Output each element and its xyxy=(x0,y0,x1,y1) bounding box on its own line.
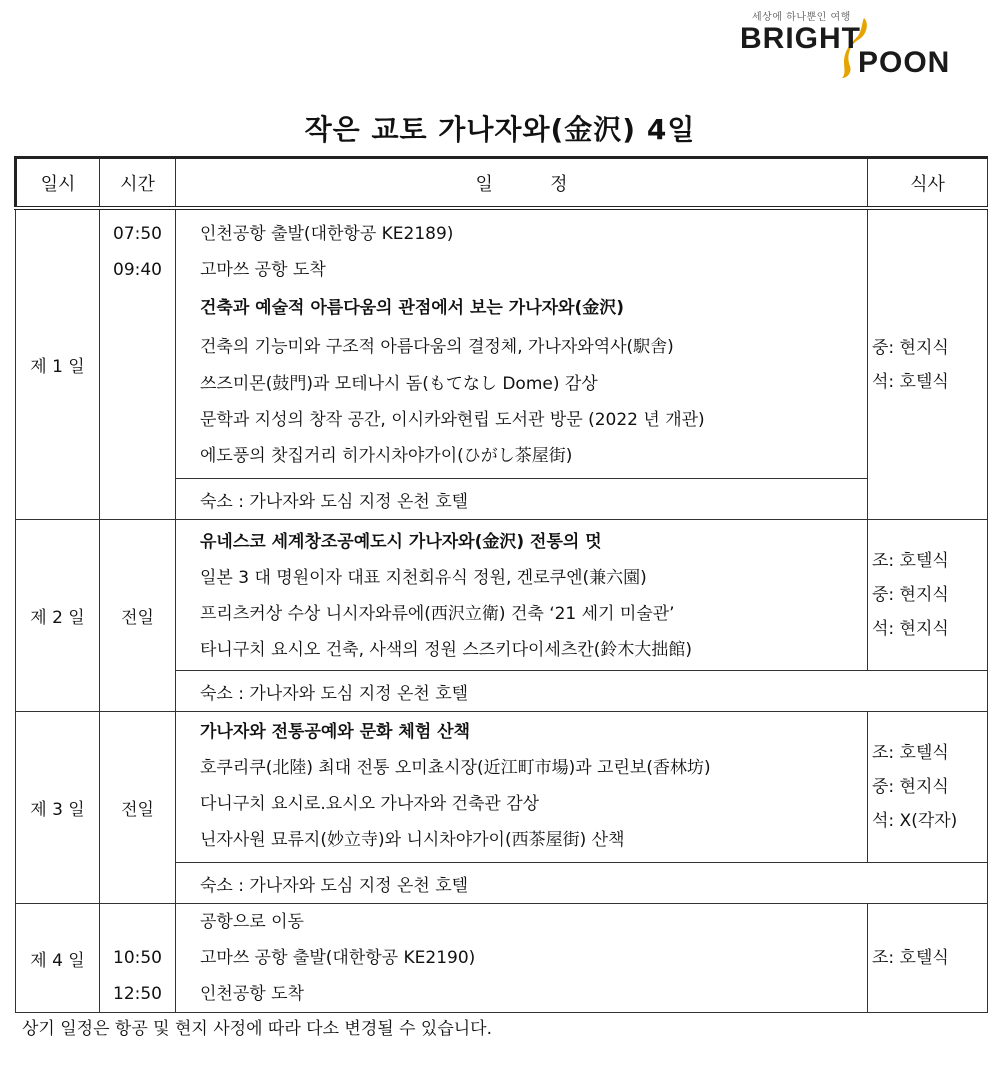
day3-label: 제 3 일 xyxy=(16,712,100,904)
day1-meals xyxy=(868,208,988,520)
day4-times xyxy=(100,904,176,1013)
day4-line-1: 공항으로 이동 xyxy=(200,912,304,932)
day2-theme: 유네스코 세계창조공예도시 가나자와(金沢) 전통의 멋 xyxy=(200,532,602,552)
day3-meal-3: 석: X(각자) xyxy=(872,811,958,831)
day2-meal-2: 중: 현지식 xyxy=(872,585,949,605)
day2-stay: 숙소 : 가나자와 도심 지정 온천 호텔 xyxy=(176,671,988,712)
header-meals: 식사 xyxy=(868,158,988,209)
day3-row xyxy=(16,712,988,863)
day1-meal-1: 중: 현지식 xyxy=(872,337,949,358)
page-title: 작은 교토 가나자와(金沢) 4일 xyxy=(304,113,696,146)
day2-time: 전일 xyxy=(100,520,176,712)
day4-line-3: 인천공항 도착 xyxy=(200,984,304,1004)
day2-meals xyxy=(868,520,988,671)
header-schedule: 일 정 xyxy=(176,158,868,209)
day2-meal-1: 조: 호텔식 xyxy=(872,551,949,571)
day3-stay: 숙소 : 가나자와 도심 지정 온천 호텔 xyxy=(176,863,988,904)
day1-theme: 건축과 예술적 아름다움의 관점에서 보는 가나자와(金沢) xyxy=(200,298,624,318)
footnote: 상기 일정은 항공 및 현지 사정에 따라 다소 변경될 수 있습니다. xyxy=(22,1019,492,1039)
day3-time: 전일 xyxy=(100,712,176,904)
day3-line-4: 닌자사원 묘류지(妙立寺)와 니시차야가이(西茶屋街) 산책 xyxy=(200,830,625,850)
day4-label: 제 4 일 xyxy=(16,904,100,1013)
day1-line-6: 문학과 지성의 창작 공간, 이시카와현립 도서관 방문 (2022 년 개관) xyxy=(200,410,705,430)
header-time: 시간 xyxy=(100,158,176,209)
day3-meal-2: 중: 현지식 xyxy=(872,777,949,797)
day1-line-5: 쓰즈미몬(鼓門)과 모테나시 돔(もてなし Dome) 감상 xyxy=(200,374,598,394)
day2-schedule xyxy=(176,520,868,671)
day1-line-1: 인천공항 출발(대한항공 KE2189) xyxy=(200,224,454,244)
day1-times xyxy=(100,208,176,520)
day1-label: 제 1 일 xyxy=(16,208,100,520)
day1-schedule xyxy=(176,208,868,479)
day2-line-2: 일본 3 대 명원이자 대표 지천회유식 정원, 겐로쿠엔(兼六園) xyxy=(200,568,647,588)
day2-row xyxy=(16,520,988,671)
day1-time-2: 09:40 xyxy=(113,260,162,280)
day3-line-3: 다니구치 요시로.요시오 가나자와 건축관 감상 xyxy=(200,794,540,814)
day3-theme: 가나자와 전통공예와 문화 체험 산책 xyxy=(200,722,471,742)
day3-schedule xyxy=(176,712,868,863)
day4-time-2: 12:50 xyxy=(113,984,162,1004)
day2-line-4: 타니구치 요시오 건축, 사색의 정원 스즈키다이세츠칸(鈴木大拙館) xyxy=(200,640,692,660)
day4-schedule xyxy=(176,904,868,1013)
day4-time-1: 10:50 xyxy=(113,948,162,968)
day4-meal-1: 조: 호텔식 xyxy=(872,948,949,968)
logo-word-poon: POON xyxy=(858,46,951,79)
day4-meals xyxy=(868,904,988,1013)
day3-meals xyxy=(868,712,988,863)
day3-line-2: 호쿠리쿠(北陸) 최대 전통 오미쵸시장(近江町市場)과 고린보(香林坊) xyxy=(200,758,711,778)
itinerary-table xyxy=(14,156,988,1013)
day1-meal-2: 석: 호텔식 xyxy=(872,371,949,392)
day1-stay: 숙소 : 가나자와 도심 지정 온천 호텔 xyxy=(176,479,868,520)
day3-meal-1: 조: 호텔식 xyxy=(872,743,949,763)
day1-line-4: 건축의 기능미와 구조적 아름다움의 결정체, 가나자와역사(駅舎) xyxy=(200,337,674,357)
day4-line-2: 고마쓰 공항 출발(대한항공 KE2190) xyxy=(200,948,476,968)
day1-line-7: 에도풍의 찻집거리 히가시차야가이(ひがし茶屋街) xyxy=(200,446,573,466)
day1-time-1: 07:50 xyxy=(113,224,162,244)
logo-tagline: 세상에 하나뿐인 여행 xyxy=(752,12,851,23)
day2-meal-3: 석: 현지식 xyxy=(872,619,949,639)
header-day: 일시 xyxy=(16,158,100,209)
day1-row xyxy=(16,208,988,479)
day1-line-2: 고마쓰 공항 도착 xyxy=(200,260,326,280)
brand-logo xyxy=(740,8,960,78)
day4-row xyxy=(16,904,988,1013)
day2-line-3: 프리츠커상 수상 니시자와류에(西沢立衛) 건축 ‘21 세기 미술관’ xyxy=(200,604,675,624)
day2-label: 제 2 일 xyxy=(16,520,100,712)
table-header-row xyxy=(16,158,988,209)
logo-word-bright: BRIGHT xyxy=(740,22,861,55)
